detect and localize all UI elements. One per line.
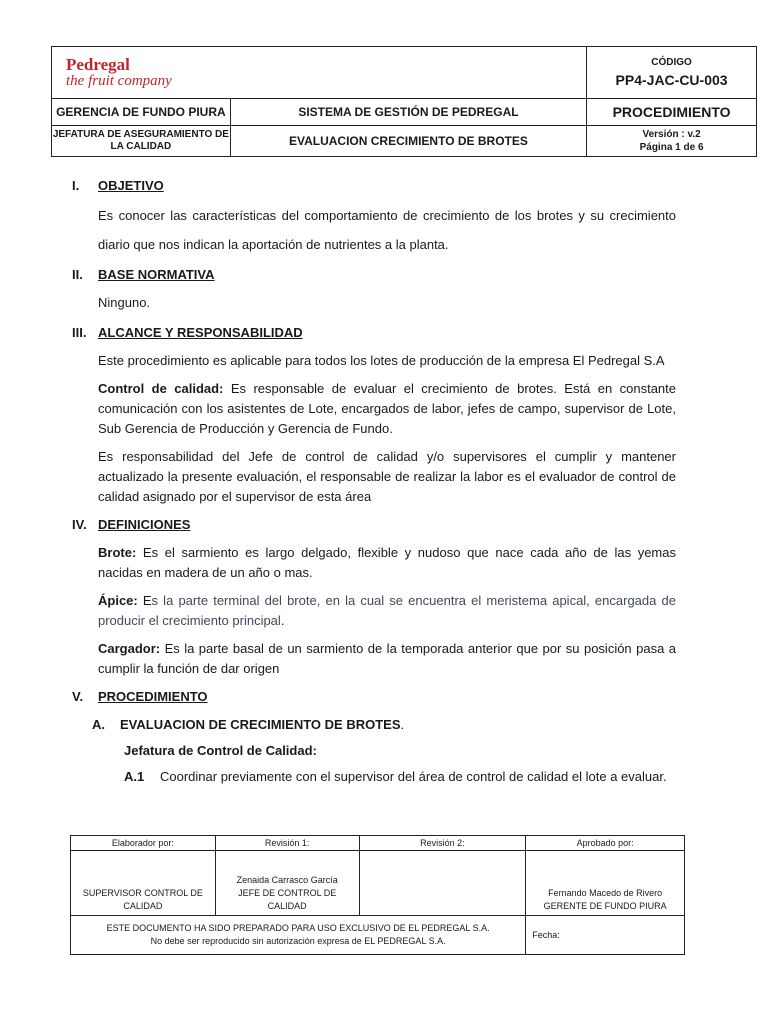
page-number: Página 1 de 6 <box>639 142 704 153</box>
step-text: Coordinar previamente con el supervisor del área de control de calidad el lote a evaluar. <box>160 769 667 784</box>
term-text: Es la parte basal de un sarmiento de la temporada anterior que por su posición pasa a cumplir la función de dar origen <box>98 641 676 676</box>
section-objetivo <box>72 176 676 196</box>
codigo-cell <box>587 47 757 99</box>
section-number: III. <box>72 325 87 340</box>
subsection-title-dot: . <box>400 717 405 732</box>
document-header <box>51 46 757 157</box>
document-title: EVALUACION CRECIMIENTO DE BROTES <box>230 126 586 157</box>
jefatura-cell: JEFATURA DE ASEGURAMIENTO DE LA CALIDAD <box>52 126 231 157</box>
responsible-heading: Jefatura de Control de Calidad: <box>124 743 317 758</box>
term-text: . <box>280 613 285 628</box>
section-number: I. <box>72 178 80 193</box>
fecha-cell: Fecha: <box>526 916 685 955</box>
step-a1 <box>124 767 676 787</box>
signoff-header: Revisión 2: <box>359 836 526 851</box>
paragraph: Es responsabilidad del Jefe de control de calidad y/o supervisores el cumplir y mantener actualizado la presente evaluación, el responsable de realizar la labor es el evaluador de control de calidad asignado por el supervisor de esta área <box>98 449 676 504</box>
aprobado-name: Fernando Macedo de Rivero <box>548 888 663 898</box>
elaborador-cell: SUPERVISOR CONTROL DE CALIDAD <box>71 851 216 916</box>
signoff-table <box>70 835 685 955</box>
section-procedimiento <box>72 687 676 707</box>
section-title: ALCANCE Y RESPONSABILIDAD <box>98 325 303 340</box>
section-title: DEFINICIONES <box>98 517 191 532</box>
section-alcance <box>72 323 676 343</box>
notice-line-1: ESTE DOCUMENTO HA SIDO PREPARADO PARA USO EXCLUSIVO DE EL PEDREGAL S.A. <box>106 923 490 933</box>
gerencia-cell: GERENCIA DE FUNDO PIURA <box>52 99 231 126</box>
subsection-title-text: EVALUACION DE CRECIMIENTO DE BROTES <box>120 717 401 732</box>
term-label: Cargador: <box>98 641 161 656</box>
version-text: Versión : v.2 <box>642 129 701 140</box>
term-label: Ápice: <box>98 593 138 608</box>
term-text: Es el sarmiento es largo delgado, flexible y nudoso que nace cada año de las yemas nacidas en madera de un año o mas. <box>98 545 676 580</box>
definition-cargador <box>98 639 676 679</box>
term-label: Control de calidad: <box>98 381 224 396</box>
section-definiciones <box>72 515 676 535</box>
signoff-header: Elaborador por: <box>71 836 216 851</box>
definition-apice <box>98 591 676 631</box>
signoff-header: Aprobado por: <box>526 836 685 851</box>
paragraph: Es conocer las características del comportamiento de crecimiento de los brotes y su crecimiento diario que nos indican la aportación de nutrientes a la planta. <box>98 208 676 252</box>
version-cell <box>587 126 757 157</box>
subsection-a <box>92 715 676 735</box>
section-number: V. <box>72 689 84 704</box>
revision2-cell <box>359 851 526 916</box>
term-text: E <box>137 593 152 608</box>
revision1-role: JEFE DE CONTROL DE CALIDAD <box>238 888 337 911</box>
codigo-value: PP4-JAC-CU-003 <box>615 72 728 88</box>
term-text: Es responsable de evaluar el crecimiento de brotes. Está en constante comunicación con los asistentes de Lote, encargados de labor, jefes de campo, supervisor de Lote, Sub Gerencia de Producción y Gerencia de Fundo. <box>98 381 677 436</box>
sistema-cell: SISTEMA DE GESTIÓN DE PEDREGAL <box>230 99 586 126</box>
section-title: BASE NORMATIVA <box>98 267 215 282</box>
tipo-cell: PROCEDIMIENTO <box>587 99 757 126</box>
paragraph <box>98 379 676 439</box>
signoff-header: Revisión 1: <box>215 836 359 851</box>
logo-tagline: the fruit company <box>66 72 172 89</box>
definition-brote <box>98 543 676 583</box>
aprobado-cell <box>526 851 685 916</box>
term-label: Brote: <box>98 545 137 560</box>
aprobado-role: GERENTE DE FUNDO PIURA <box>543 901 667 911</box>
notice-line-2: No debe ser reproducido sin autorización expresa de EL PEDREGAL S.A. <box>150 936 446 946</box>
revision1-cell <box>215 851 359 916</box>
logo <box>52 47 587 99</box>
subsection-number: A. <box>92 717 105 732</box>
section-title: OBJETIVO <box>98 178 164 193</box>
paragraph: Este procedimiento es aplicable para todos los lotes de producción de la empresa El Pedregal S.A <box>98 353 665 368</box>
section-number: IV. <box>72 517 87 532</box>
term-text-colored: s la parte terminal del brote, en la cual se encuentra el meristema apical, encargada de producir el crecimiento principal <box>98 593 676 628</box>
paragraph: Ninguno. <box>98 295 151 310</box>
subsection-title <box>120 715 404 735</box>
step-number: A.1 <box>124 769 145 784</box>
logo-brand: Pedregal <box>66 54 130 74</box>
revision1-name: Zenaida Carrasco García <box>236 875 338 885</box>
section-base-normativa <box>72 265 676 285</box>
document-body <box>72 176 676 793</box>
confidentiality-notice <box>71 916 526 955</box>
codigo-label: CÓDIGO <box>651 57 692 68</box>
section-number: II. <box>72 267 83 282</box>
section-title: PROCEDIMIENTO <box>98 689 208 704</box>
